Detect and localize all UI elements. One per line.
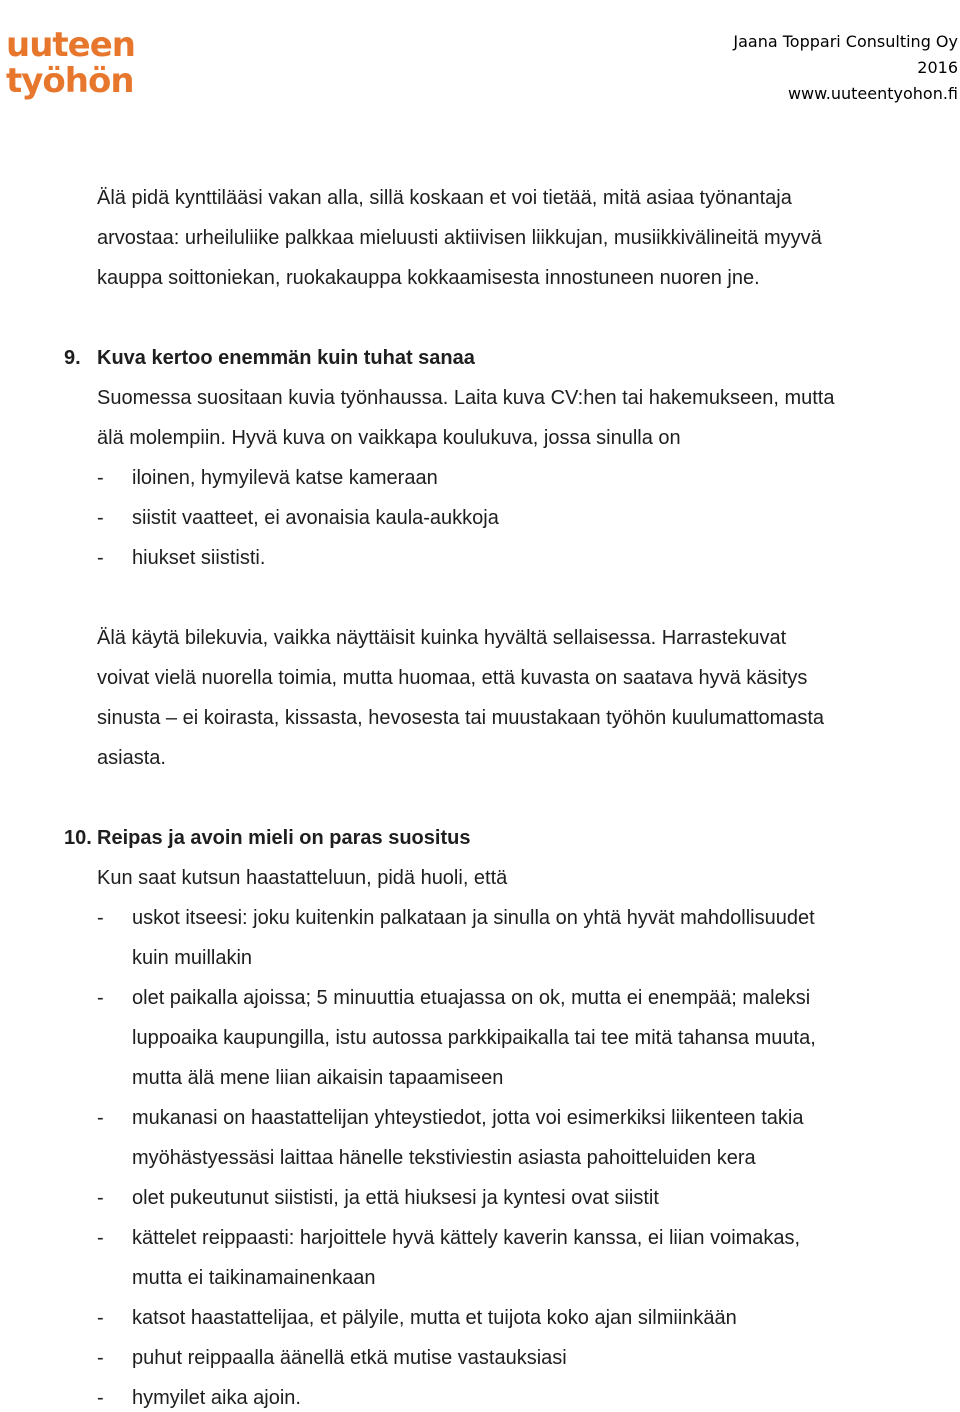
section9-text: Suomessa suositaan kuvia työnhaussa. Laita kuva CV:hen tai hakemukseen, mutta (97, 387, 835, 409)
bullet-dash: - (97, 1347, 104, 1369)
bullet-dash: - (97, 507, 104, 529)
header-year: 2016 (917, 58, 958, 77)
section10-bullet: mukanasi on haastattelijan yhteystiedot, jotta voi esimerkiksi liikenteen takia (132, 1107, 804, 1129)
section9-paragraph2: voivat vielä nuorella toimia, mutta huomaa, että kuvasta on saatava hyvä käsitys (97, 667, 808, 689)
bullet-dash: - (97, 547, 104, 569)
logo-line1: uuteen (6, 25, 135, 65)
section10-bullet-cont: mutta ei taikinamainenkaan (132, 1267, 376, 1289)
header-company: Jaana Toppari Consulting Oy (733, 32, 958, 51)
section9-bullet: siistit vaatteet, ei avonaisia kaula-aukkoja (132, 507, 499, 529)
logo-line2: työhön (6, 61, 134, 101)
intro-line: arvostaa: urheiluliike palkkaa mieluusti aktiivisen liikkujan, musiikkivälineitä myyvä (97, 227, 822, 249)
section10-bullet: olet pukeutunut siististi, ja että hiuksesi ja kyntesi ovat siistit (132, 1187, 659, 1209)
section10-bullet: olet paikalla ajoissa; 5 minuuttia etuajassa on ok, mutta ei enempää; maleksi (132, 987, 811, 1009)
company-logo (6, 25, 135, 108)
header-website: www.uuteentyohon.fi (787, 84, 958, 103)
section10-bullet: hymyilet aika ajoin. (132, 1387, 301, 1409)
section9-paragraph2: sinusta – ei koirasta, kissasta, hevosesta tai muustakaan työhön kuulumattomasta (97, 707, 825, 729)
section9-heading: Kuva kertoo enemmän kuin tuhat sanaa (97, 347, 475, 369)
section10-bullet-cont: mutta älä mene liian aikaisin tapaamiseen (132, 1067, 504, 1089)
bullet-dash: - (97, 467, 104, 489)
intro-line: kauppa soittoniekan, ruokakauppa kokkaamisesta innostuneen nuoren jne. (97, 267, 760, 289)
section10-bullet-cont: kuin muillakin (132, 947, 253, 969)
bullet-dash: - (97, 1387, 104, 1409)
section10-bullet: kättelet reippaasti: harjoittele hyvä kättely kaverin kanssa, ei liian voimakas, (132, 1227, 801, 1249)
bullet-dash: - (97, 1307, 104, 1329)
section10-bullet-cont: myöhästyessäsi laittaa hänelle tekstiviestin asiasta pahoitteluiden kera (132, 1147, 756, 1169)
bullet-dash: - (97, 987, 104, 1009)
section10-bullet: puhut reippaalla äänellä etkä mutise vastauksiasi (132, 1347, 567, 1369)
page-header (733, 29, 958, 107)
section10-heading: Reipas ja avoin mieli on paras suositus (97, 827, 471, 849)
section9-number: 9. (64, 347, 81, 369)
bullet-dash: - (97, 907, 104, 929)
section9-text: älä molempiin. Hyvä kuva on vaikkapa koulukuva, jossa sinulla on (97, 427, 681, 449)
bullet-dash: - (97, 1107, 104, 1129)
section10-bullet: uskot itseesi: joku kuitenkin palkataan ja sinulla on yhtä hyvät mahdollisuudet (132, 907, 815, 929)
bullet-dash: - (97, 1227, 104, 1249)
section10-bullet-cont: luppoaika kaupungilla, istu autossa parkkipaikalla tai tee mitä tahansa muuta, (132, 1027, 816, 1049)
section10-intro: Kun saat kutsun haastatteluun, pidä huoli, että (97, 867, 508, 889)
section9-paragraph2: asiasta. (97, 747, 166, 769)
bullet-dash: - (97, 1187, 104, 1209)
section9-bullet: hiukset siististi. (132, 547, 266, 569)
section9-bullet: iloinen, hymyilevä katse kameraan (132, 467, 438, 489)
section10-number: 10. (64, 827, 92, 849)
section10-bullet: katsot haastattelijaa, et pälyile, mutta et tuijota koko ajan silmiinkään (132, 1307, 737, 1329)
intro-line: Älä pidä kynttilääsi vakan alla, sillä koskaan et voi tietää, mitä asiaa työnantaja (97, 187, 792, 209)
section9-paragraph2: Älä käytä bilekuvia, vaikka näyttäisit kuinka hyvältä sellaisessa. Harrastekuvat (97, 627, 787, 649)
